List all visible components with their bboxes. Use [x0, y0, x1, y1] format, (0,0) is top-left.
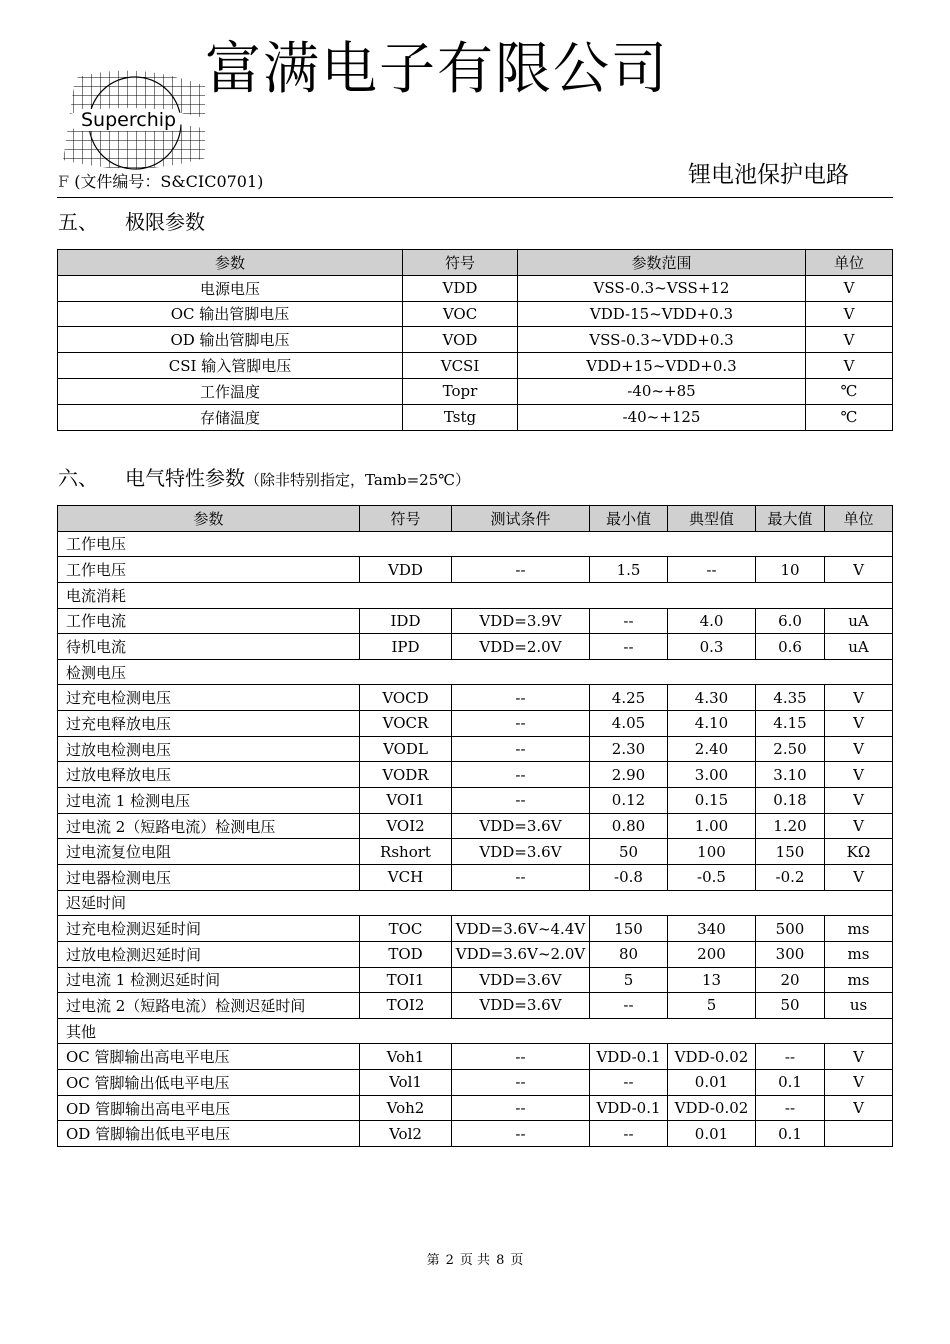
- cell-unit: KΩ: [825, 839, 893, 865]
- cell-param: 电源电压: [58, 275, 403, 301]
- cell-range: -40~+125: [518, 404, 806, 430]
- cell-param: OC 管脚输出高电平电压: [58, 1044, 360, 1070]
- cell-param: OD 输出管脚电压: [58, 327, 403, 353]
- cell-typ: 3.00: [668, 762, 756, 788]
- cell-min: 4.05: [590, 711, 668, 737]
- cell-min: 0.80: [590, 813, 668, 839]
- column-header: 单位: [825, 506, 893, 532]
- table-row: [58, 634, 893, 660]
- cell-cond: VDD=3.9V: [452, 608, 590, 634]
- column-header: 参数: [58, 506, 360, 532]
- column-header: 单位: [806, 250, 893, 276]
- cell-typ: 2.40: [668, 736, 756, 762]
- page-current: 2: [445, 1253, 454, 1268]
- cell-symbol: IDD: [360, 608, 452, 634]
- cell-symbol: VDD: [403, 275, 518, 301]
- cell-min: 2.90: [590, 762, 668, 788]
- category-label: 工作电压: [58, 531, 893, 557]
- page-total: 8: [496, 1253, 505, 1268]
- cell-max: 0.1: [756, 1121, 825, 1147]
- table-row: [58, 762, 893, 788]
- cell-typ: 0.01: [668, 1121, 756, 1147]
- cell-typ: 0.15: [668, 788, 756, 814]
- cell-param: 工作电流: [58, 608, 360, 634]
- table-row: [58, 864, 893, 890]
- cell-unit: V: [825, 736, 893, 762]
- cell-symbol: TOC: [360, 916, 452, 942]
- page-footer: [0, 1249, 950, 1268]
- table-row: [58, 813, 893, 839]
- cell-typ: 340: [668, 916, 756, 942]
- table-row: [58, 404, 893, 430]
- cell-symbol: Voh2: [360, 1095, 452, 1121]
- cell-unit: V: [825, 788, 893, 814]
- cell-symbol: IPD: [360, 634, 452, 660]
- cell-min: --: [590, 634, 668, 660]
- cell-min: VDD-0.1: [590, 1044, 668, 1070]
- cell-cond: VDD=3.6V: [452, 839, 590, 865]
- cell-unit: us: [825, 993, 893, 1019]
- page-prefix: 第: [426, 1253, 440, 1268]
- category-row: [58, 582, 893, 608]
- column-header: 参数: [58, 250, 403, 276]
- cell-max: 4.35: [756, 685, 825, 711]
- table-row: [58, 275, 893, 301]
- cell-min: 0.12: [590, 788, 668, 814]
- cell-typ: --: [668, 557, 756, 583]
- section6-number: 六、: [58, 466, 98, 490]
- table-row: [58, 1070, 893, 1096]
- cell-max: 300: [756, 941, 825, 967]
- cell-cond: VDD=3.6V~2.0V: [452, 941, 590, 967]
- column-header: 参数范围: [518, 250, 806, 276]
- cell-typ: 0.01: [668, 1070, 756, 1096]
- table-row: [58, 608, 893, 634]
- cell-cond: VDD=3.6V: [452, 967, 590, 993]
- cell-max: 10: [756, 557, 825, 583]
- cell-typ: 4.30: [668, 685, 756, 711]
- cell-max: 1.20: [756, 813, 825, 839]
- cell-cond: --: [452, 788, 590, 814]
- cell-max: -0.2: [756, 864, 825, 890]
- cell-min: --: [590, 1070, 668, 1096]
- section5-heading: [58, 206, 205, 235]
- column-header: 符号: [403, 250, 518, 276]
- cell-min: VDD-0.1: [590, 1095, 668, 1121]
- cell-param: 工作温度: [58, 378, 403, 404]
- cell-max: 2.50: [756, 736, 825, 762]
- cell-symbol: Voh1: [360, 1044, 452, 1070]
- cell-cond: --: [452, 762, 590, 788]
- category-label: 检测电压: [58, 659, 893, 685]
- cell-symbol: VOC: [403, 301, 518, 327]
- cell-typ: VDD-0.02: [668, 1044, 756, 1070]
- cell-symbol: VOI1: [360, 788, 452, 814]
- column-header: 典型值: [668, 506, 756, 532]
- cell-min: --: [590, 1121, 668, 1147]
- cell-param: 工作电压: [58, 557, 360, 583]
- cell-param: 过充电释放电压: [58, 711, 360, 737]
- table-row: [58, 327, 893, 353]
- cell-cond: --: [452, 685, 590, 711]
- table-row: [58, 788, 893, 814]
- section5-title: 极限参数: [125, 210, 205, 234]
- cell-range: VDD-15~VDD+0.3: [518, 301, 806, 327]
- cell-min: 5: [590, 967, 668, 993]
- cell-symbol: Vol1: [360, 1070, 452, 1096]
- cell-min: 4.25: [590, 685, 668, 711]
- table-header-row: [58, 250, 893, 276]
- column-header: 测试条件: [452, 506, 590, 532]
- cell-cond: --: [452, 1121, 590, 1147]
- cell-unit: [825, 1121, 893, 1147]
- cell-max: 4.15: [756, 711, 825, 737]
- absolute-max-ratings-table: [57, 249, 893, 431]
- section6-title: 电气特性参数: [125, 466, 245, 490]
- column-header: 最小值: [590, 506, 668, 532]
- cell-symbol: TOD: [360, 941, 452, 967]
- cell-symbol: TOI2: [360, 993, 452, 1019]
- cell-param: 待机电流: [58, 634, 360, 660]
- cell-param: 过电流复位电阻: [58, 839, 360, 865]
- cell-unit: ms: [825, 916, 893, 942]
- cell-typ: VDD-0.02: [668, 1095, 756, 1121]
- cell-range: VDD+15~VDD+0.3: [518, 353, 806, 379]
- cell-cond: --: [452, 711, 590, 737]
- logo-text: Superchip: [81, 109, 177, 131]
- cell-typ: 4.0: [668, 608, 756, 634]
- cell-cond: --: [452, 864, 590, 890]
- cell-symbol: VOCD: [360, 685, 452, 711]
- cell-cond: VDD=2.0V: [452, 634, 590, 660]
- cell-range: -40~+85: [518, 378, 806, 404]
- cell-symbol: VOI2: [360, 813, 452, 839]
- cell-min: 1.5: [590, 557, 668, 583]
- cell-cond: --: [452, 1095, 590, 1121]
- cell-typ: 4.10: [668, 711, 756, 737]
- cell-unit: V: [825, 1044, 893, 1070]
- table-row: [58, 557, 893, 583]
- cell-unit: V: [825, 864, 893, 890]
- cell-unit: ℃: [806, 378, 893, 404]
- cell-typ: 5: [668, 993, 756, 1019]
- cell-unit: uA: [825, 634, 893, 660]
- cell-range: VSS-0.3~VSS+12: [518, 275, 806, 301]
- category-row: [58, 659, 893, 685]
- document-number: [58, 169, 263, 192]
- cell-param: 过放电检测电压: [58, 736, 360, 762]
- category-row: [58, 531, 893, 557]
- cell-symbol: Tstg: [403, 404, 518, 430]
- table-row: [58, 1121, 893, 1147]
- cell-symbol: Topr: [403, 378, 518, 404]
- cell-cond: --: [452, 736, 590, 762]
- cell-unit: V: [825, 685, 893, 711]
- cell-unit: V: [806, 353, 893, 379]
- category-row: [58, 1018, 893, 1044]
- cell-min: 80: [590, 941, 668, 967]
- cell-param: CSI 输入管脚电压: [58, 353, 403, 379]
- table-row: [58, 1044, 893, 1070]
- category-label: 迟延时间: [58, 890, 893, 916]
- column-header: 符号: [360, 506, 452, 532]
- cell-unit: V: [825, 813, 893, 839]
- cell-max: 3.10: [756, 762, 825, 788]
- cell-symbol: VODL: [360, 736, 452, 762]
- cell-unit: V: [806, 327, 893, 353]
- cell-max: 20: [756, 967, 825, 993]
- table-row: [58, 711, 893, 737]
- cell-symbol: Vol2: [360, 1121, 452, 1147]
- cell-min: 2.30: [590, 736, 668, 762]
- cell-symbol: TOI1: [360, 967, 452, 993]
- page-mid: 页 共: [459, 1253, 491, 1268]
- table-row: [58, 685, 893, 711]
- cell-param: 过电流 1 检测电压: [58, 788, 360, 814]
- cell-min: --: [590, 993, 668, 1019]
- table-row: [58, 353, 893, 379]
- cell-max: 150: [756, 839, 825, 865]
- cell-unit: ℃: [806, 404, 893, 430]
- cell-param: OC 输出管脚电压: [58, 301, 403, 327]
- column-header: 最大值: [756, 506, 825, 532]
- cell-cond: VDD=3.6V: [452, 993, 590, 1019]
- section6-condition: （除非特别指定，Tamb=25℃）: [245, 471, 471, 489]
- cell-unit: V: [825, 762, 893, 788]
- cell-unit: ms: [825, 941, 893, 967]
- cell-param: 存储温度: [58, 404, 403, 430]
- header-divider: [57, 197, 893, 198]
- cell-param: OD 管脚输出高电平电压: [58, 1095, 360, 1121]
- cell-max: 0.6: [756, 634, 825, 660]
- cell-unit: V: [806, 275, 893, 301]
- table-header-row: [58, 506, 893, 532]
- cell-typ: -0.5: [668, 864, 756, 890]
- document-number-clipped: F: [58, 172, 75, 191]
- cell-typ: 0.3: [668, 634, 756, 660]
- cell-unit: ms: [825, 967, 893, 993]
- cell-unit: V: [806, 301, 893, 327]
- cell-symbol: VDD: [360, 557, 452, 583]
- electrical-characteristics-table: [57, 505, 893, 1147]
- cell-max: 6.0: [756, 608, 825, 634]
- cell-symbol: VCSI: [403, 353, 518, 379]
- cell-param: OC 管脚输出低电平电压: [58, 1070, 360, 1096]
- cell-cond: --: [452, 1044, 590, 1070]
- cell-max: 0.18: [756, 788, 825, 814]
- category-label: 电流消耗: [58, 582, 893, 608]
- cell-max: 500: [756, 916, 825, 942]
- category-row: [58, 890, 893, 916]
- company-name: 富满电子有限公司: [205, 37, 669, 102]
- cell-symbol: VODR: [360, 762, 452, 788]
- cell-param: 过电器检测电压: [58, 864, 360, 890]
- table-row: [58, 993, 893, 1019]
- cell-unit: V: [825, 1095, 893, 1121]
- table-row: [58, 941, 893, 967]
- table-row: [58, 916, 893, 942]
- cell-typ: 100: [668, 839, 756, 865]
- cell-symbol: VOD: [403, 327, 518, 353]
- document-title: 锂电池保护电路: [688, 162, 849, 188]
- cell-param: 过放电检测迟延时间: [58, 941, 360, 967]
- cell-max: --: [756, 1095, 825, 1121]
- cell-param: 过充电检测电压: [58, 685, 360, 711]
- cell-param: 过充电检测迟延时间: [58, 916, 360, 942]
- cell-cond: VDD=3.6V~4.4V: [452, 916, 590, 942]
- cell-unit: V: [825, 711, 893, 737]
- table-row: [58, 1095, 893, 1121]
- page-suffix: 页: [510, 1253, 524, 1268]
- cell-typ: 200: [668, 941, 756, 967]
- cell-param: 过放电释放电压: [58, 762, 360, 788]
- document-number-text: (文件编号：S&CIC0701): [74, 172, 264, 191]
- cell-max: 50: [756, 993, 825, 1019]
- cell-max: 0.1: [756, 1070, 825, 1096]
- cell-cond: --: [452, 557, 590, 583]
- cell-param: 过电流 1 检测迟延时间: [58, 967, 360, 993]
- cell-max: --: [756, 1044, 825, 1070]
- cell-typ: 13: [668, 967, 756, 993]
- cell-param: 过电流 2（短路电流）检测迟延时间: [58, 993, 360, 1019]
- cell-cond: --: [452, 1070, 590, 1096]
- cell-min: 150: [590, 916, 668, 942]
- table-row: [58, 301, 893, 327]
- cell-unit: V: [825, 1070, 893, 1096]
- section5-number: 五、: [58, 210, 98, 234]
- cell-range: VSS-0.3~VDD+0.3: [518, 327, 806, 353]
- category-label: 其他: [58, 1018, 893, 1044]
- cell-param: 过电流 2（短路电流）检测电压: [58, 813, 360, 839]
- cell-cond: VDD=3.6V: [452, 813, 590, 839]
- cell-min: --: [590, 608, 668, 634]
- cell-min: -0.8: [590, 864, 668, 890]
- table-row: [58, 736, 893, 762]
- cell-symbol: VCH: [360, 864, 452, 890]
- cell-min: 50: [590, 839, 668, 865]
- cell-typ: 1.00: [668, 813, 756, 839]
- table-row: [58, 967, 893, 993]
- cell-param: OD 管脚输出低电平电压: [58, 1121, 360, 1147]
- table-row: [58, 378, 893, 404]
- table-row: [58, 839, 893, 865]
- cell-unit: uA: [825, 608, 893, 634]
- cell-symbol: Rshort: [360, 839, 452, 865]
- section6-heading: [58, 462, 470, 491]
- cell-unit: V: [825, 557, 893, 583]
- cell-symbol: VOCR: [360, 711, 452, 737]
